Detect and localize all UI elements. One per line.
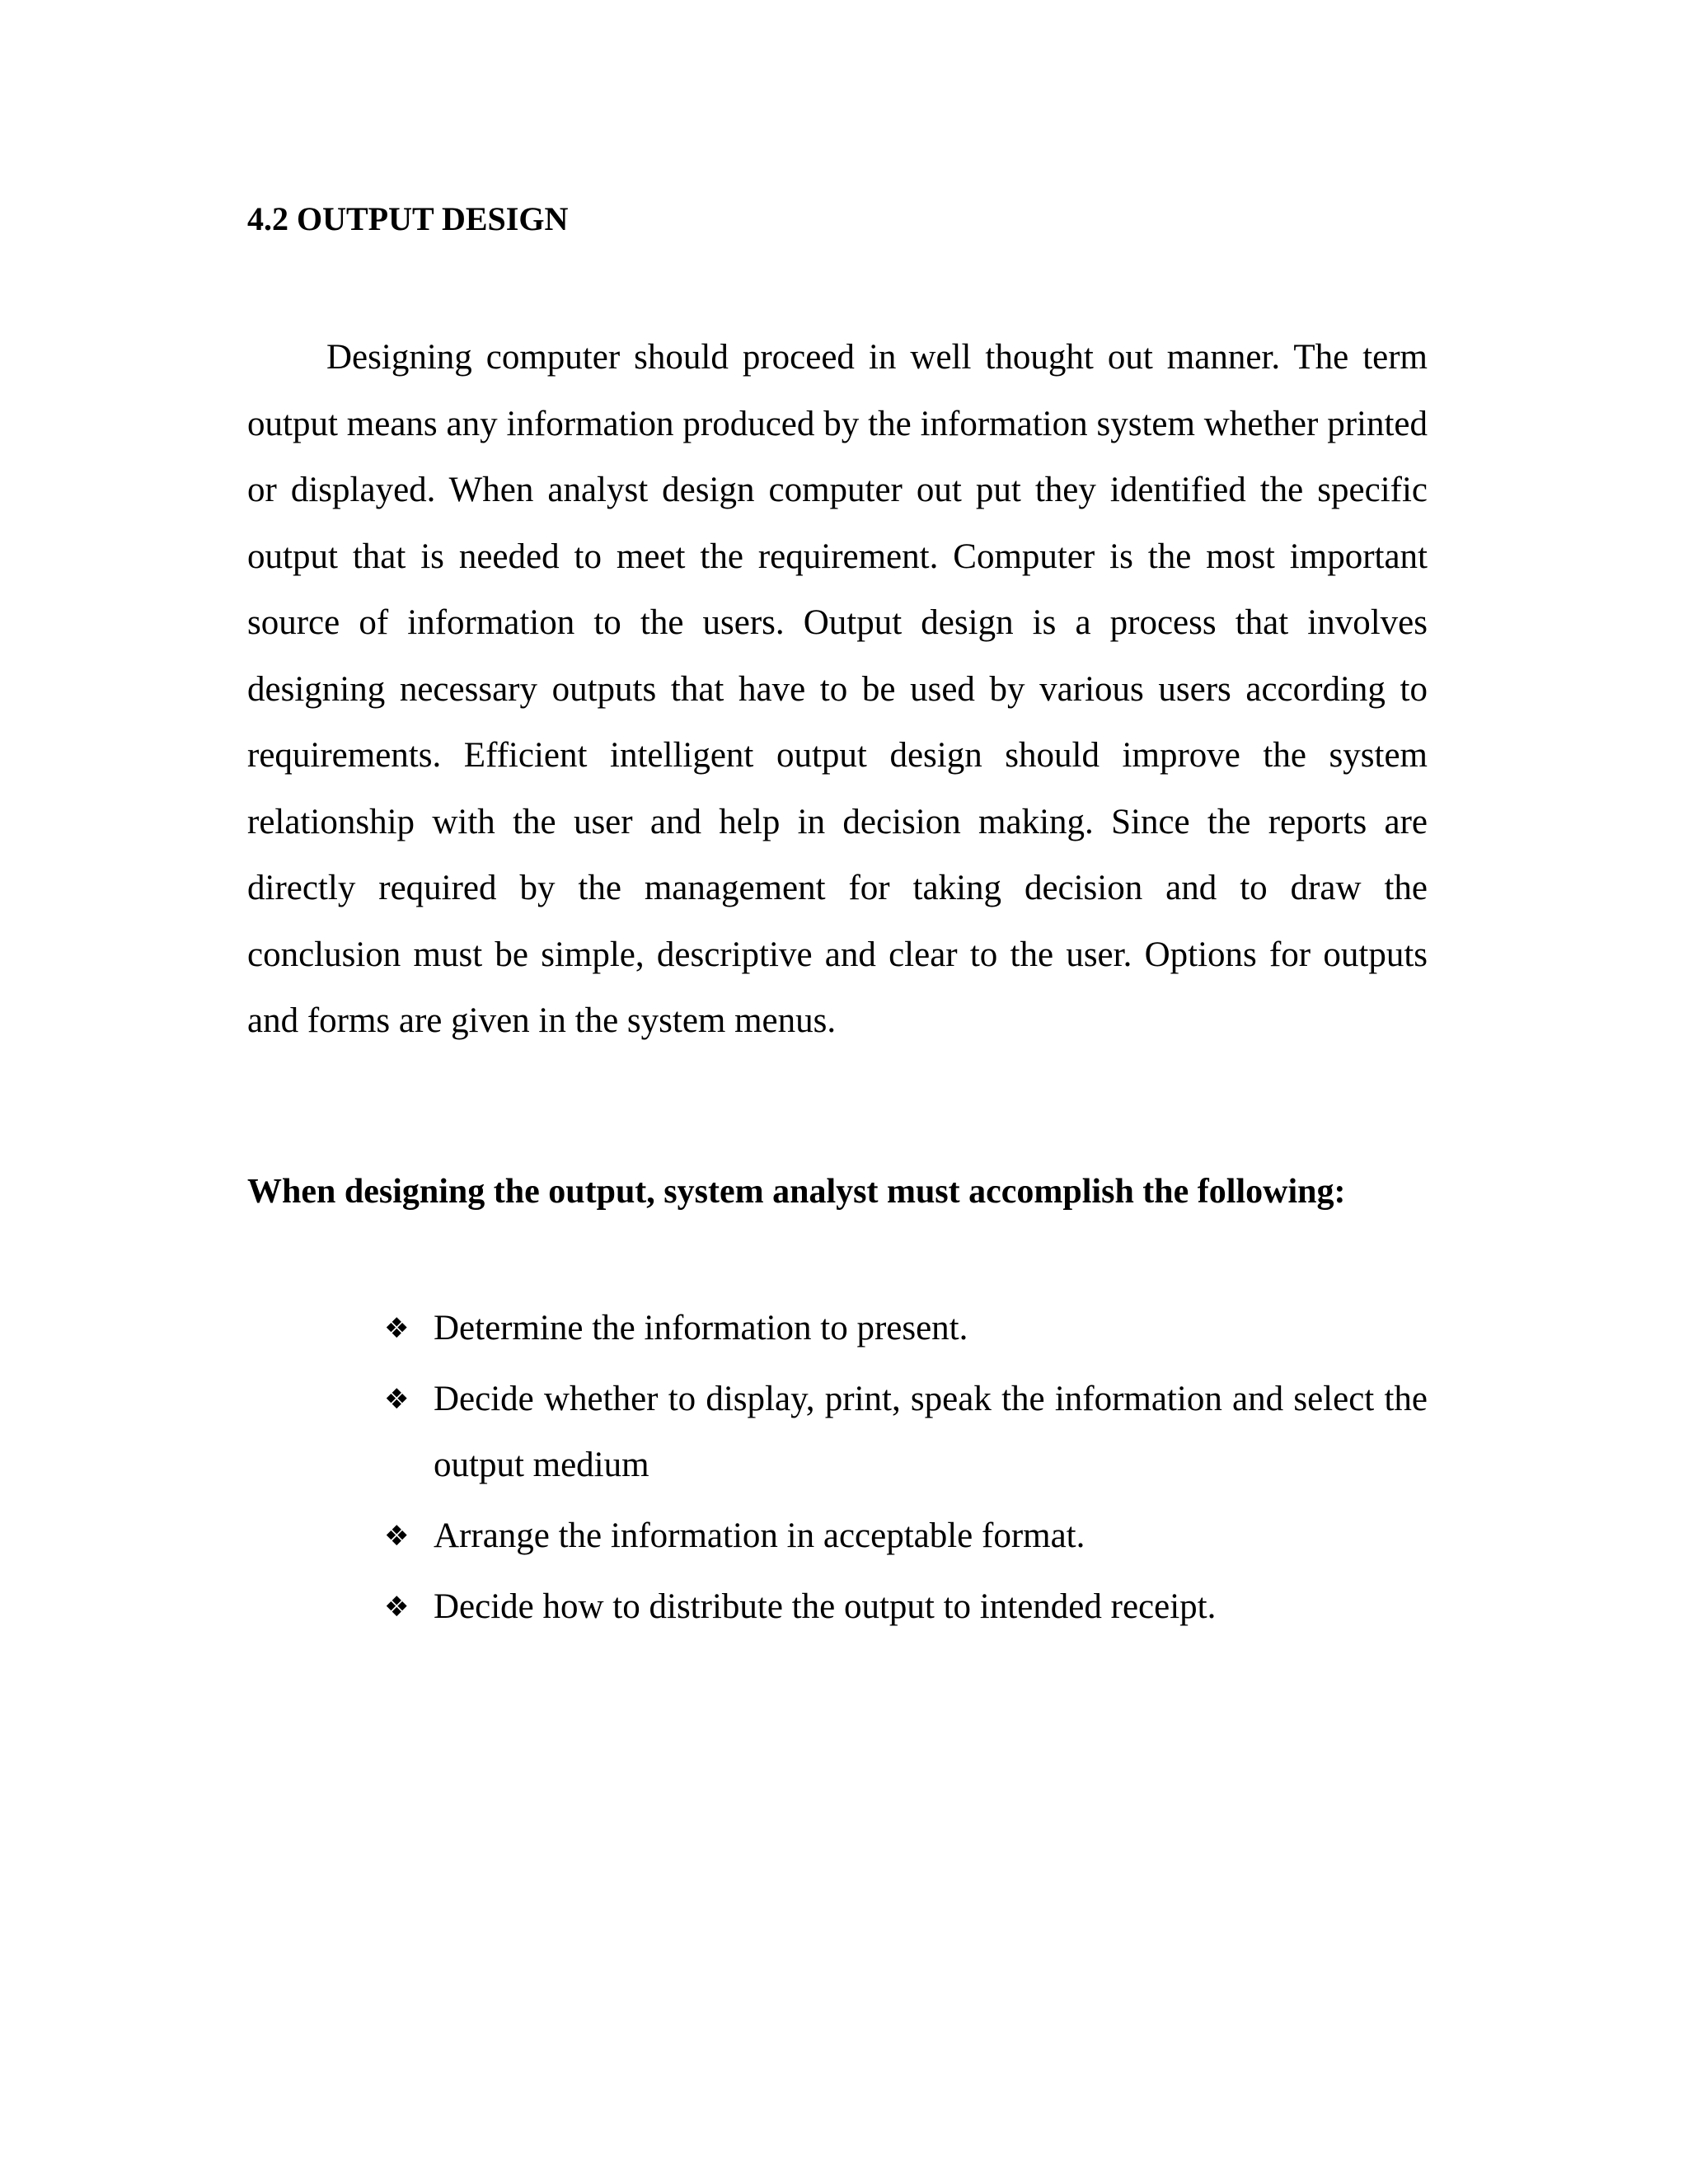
list-item-text: Decide how to distribute the output to intended receipt. (434, 1587, 1217, 1626)
body-paragraph: Designing computer should proceed in well thought out manner. The term output means any information produced by the information system whether printed or displayed. When analyst design computer out put they identified the specific output that is needed to meet the requirement. Computer is the most important source of information to the users. Output design is a process that involves designing necessary outputs that have to be used by various users according to requirements. Efficient intelligent output design should improve the system relationship with the user and help in decision making. Since the reports are directly required by the management for taking decision and to draw the conclusion must be simple, descriptive and clear to the user. Options for outputs and forms are given in the system menus. (247, 338, 1428, 1040)
four-diamond-icon: ❖ (384, 1591, 410, 1624)
list-item-text: Decide whether to display, print, speak the information and select the output medium (434, 1380, 1428, 1484)
list-item-text: Arrange the information in acceptable format. (434, 1516, 1085, 1555)
section-heading: 4.2 OUTPUT DESIGN (247, 200, 569, 237)
list-item (384, 1574, 1428, 1640)
sub-heading: When designing the output, system analyst must accomplish the following: (247, 1173, 1346, 1211)
four-diamond-icon: ❖ (384, 1520, 410, 1553)
list-item-text: Determine the information to present. (434, 1309, 968, 1347)
list-item (384, 1503, 1428, 1569)
four-diamond-icon: ❖ (384, 1312, 410, 1345)
list-item (384, 1366, 1428, 1498)
list-item (384, 1296, 1428, 1361)
four-diamond-icon: ❖ (384, 1383, 410, 1416)
bullet-list (384, 1296, 1428, 1645)
